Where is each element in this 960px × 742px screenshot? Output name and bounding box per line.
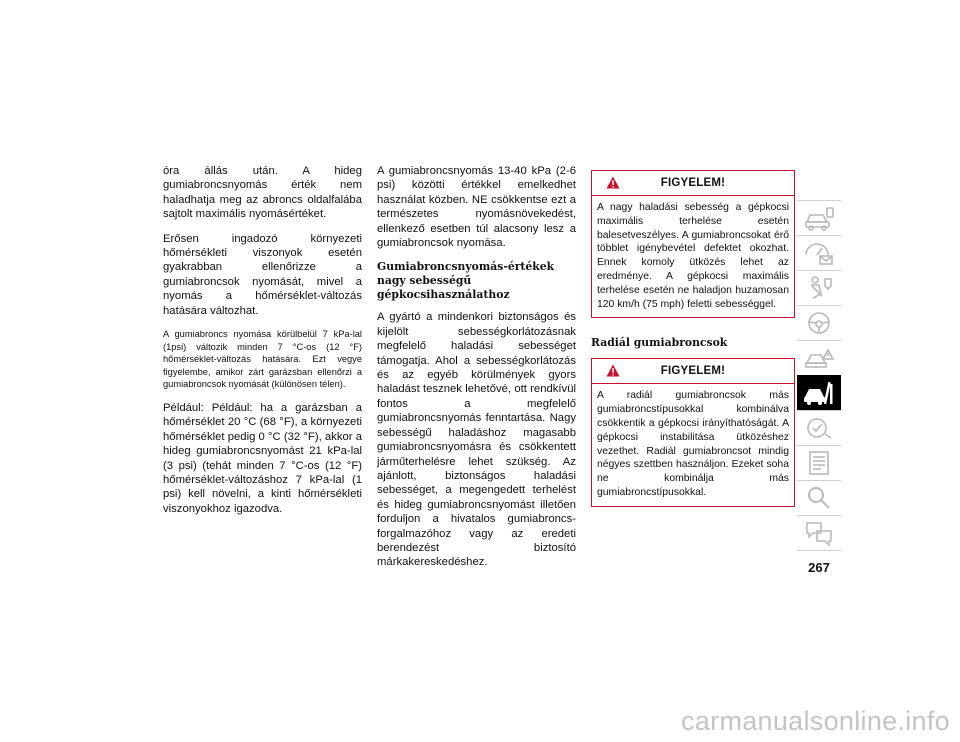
tab-maintenance-check[interactable] [797, 410, 841, 445]
seatbelt-safety-icon [803, 274, 835, 302]
tab-multilingual[interactable] [797, 515, 841, 551]
warning-title: FIGYELEM! [660, 365, 726, 378]
tab-car-info[interactable] [797, 200, 841, 235]
tab-dashboard-messages[interactable] [797, 235, 841, 270]
warning-header [592, 171, 794, 196]
paragraph: A gyártó a mindenkori biztonságos és kijelölt sebességkorlátozásnak megfelelő haladási sebességet támogatja. Ahol a sebességkorlátozás és az egyéb körülmények gyors haladást tesznek lehetővé, ott rendkívül fontos a megfelelő gumiabroncsnyomás fenntartása. Nagy sebességű haladáshoz magasabb gumiabroncsnyomásra és csökkentett járműterhelésre lehet szükség. Az ajánlott, biztonságos haladási sebességet, a megengedett terhelést és hideg gumiabroncsnyomást illetően forduljon a hivatalos gumiabroncs-forgalmazóhoz vagy az eredeti berendezést biztosító márkakereskedéshez. [377, 311, 576, 569]
text-column-3 [591, 170, 795, 525]
car-service-tools-icon [803, 379, 835, 407]
tab-starting-operating[interactable] [797, 305, 841, 340]
tab-emergency[interactable] [797, 340, 841, 375]
paragraph: Erősen ingadozó környezeti hőmérsékleti viszonyok esetén gyakrabban ellenőrizze a gumiabroncsok nyomását, mivel a nyomás a hőmérséklet-változás hatására változhat. [163, 232, 362, 317]
text-column-2 [377, 164, 576, 580]
search-index-icon [803, 484, 835, 512]
warning-text: A radiál gumiabroncsok más gumiabroncstípusokkal kombinálva csökkentik a gépkocsi irányíthatóságát. A gépkocsi instabilitása ütközéshez vezethet. Radiál gumiabroncsot mindig négyes szettben használjon. Ezeket soha ne kombinálja más gumiabroncstípusokkal. [597, 390, 789, 498]
tab-index[interactable] [797, 480, 841, 515]
chapter-tabs [797, 200, 841, 551]
car-hazard-icon [803, 344, 835, 372]
paragraph: óra állás után. A hideg gumiabroncsnyomás érték nem haladhatja meg az abroncs oldalfalába sajtolt maximális nyomásértéket. [163, 165, 362, 221]
section-heading: Gumiabroncsnyomás-értékek nagy sebességű gépkocsihasználathoz [377, 260, 555, 302]
text-column-1 [163, 164, 362, 526]
paragraph: A gumiabroncsnyomás 13-40 kPa (2-6 psi) közötti értékkel emelkedhet használat közben. NE csökkentse ezt a természetes nyomásnövekedést, ellenkező esetben túl alacsony lesz a gumiabroncsok nyomása. [377, 165, 576, 250]
warning-box [591, 358, 795, 506]
section-heading: Radiál gumiabroncsok [591, 336, 728, 350]
paragraph: Például: Például: ha a garázsban a hőmérséklet 20 °C (68 °F), a környezeti hőmérséklet pedig 0 °C (32 °F), akkor a hideg gumiabroncsnyomást 21 kPa-lal (3 psi) (tehát minden 7 °C-os (12 °F) hőmérséklet-változáshoz 7 kPa-lal (1 psi) kell növelni, a kinti hőmérsékleti viszonyokhoz igazodva. [163, 402, 362, 515]
tab-specifications[interactable] [797, 445, 841, 480]
tab-servicing-maintenance[interactable] [797, 375, 841, 410]
steering-wheel-icon [803, 309, 835, 337]
warning-text: A nagy haladási sebesség a gépkocsi maximális terhelése esetén balesetveszélyes. A gumiabroncsokat érő többlet igénybevétel defektet okozhat. Ennek komoly ütközés lehet az eredménye. A gépkocsi maximális terhelése esetén ne haladjon huzamosan 120 km/h (75 mph) feletti sebességgel. [597, 202, 789, 310]
page-number: 267 [808, 560, 830, 575]
maintenance-check-icon [803, 414, 835, 442]
multilingual-icon [803, 519, 835, 547]
car-info-icon [803, 204, 835, 232]
warning-box [591, 170, 795, 318]
tab-safety[interactable] [797, 270, 841, 305]
warning-title: FIGYELEM! [660, 177, 726, 189]
watermark: carmanualsonline.info [681, 706, 950, 736]
warning-header [592, 359, 794, 384]
note-paragraph: A gumiabroncs nyomása körülbelül 7 kPa-lal (1psi) változik minden 7 °C-os (12 °F) hőmérséklet-változás hatására. Ezt vegye figyelembe, amikor zárt garázsban ellenőrzi a gumiabroncsok nyomását (különösen télen). [163, 329, 362, 390]
specifications-list-icon [803, 449, 835, 477]
dashboard-message-icon [803, 239, 835, 267]
